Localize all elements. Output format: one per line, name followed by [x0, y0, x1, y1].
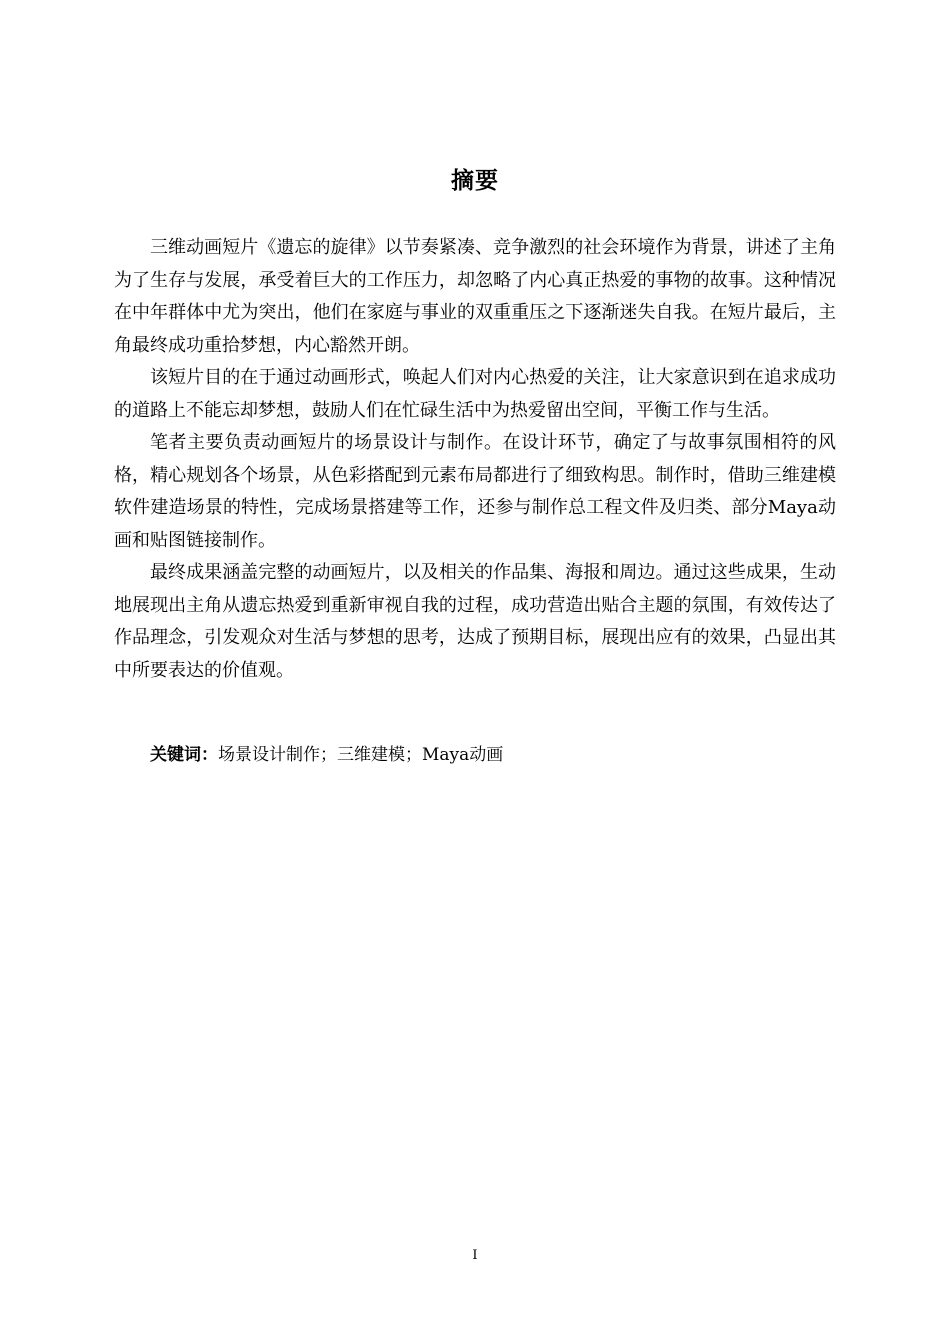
- keywords-line: [150, 740, 503, 770]
- abstract-paragraph-4: 最终成果涵盖完整的动画短片，以及相关的作品集、海报和周边。通过这些成果，生动地展现出主角从遗忘热爱到重新审视自我的过程，成功营造出贴合主题的氛围，有效传达了作品理念，引发观众对生活与梦想的思考，达成了预期目标，展现出应有的效果，凸显出其中所要表达的价值观。: [114, 562, 836, 681]
- abstract-body: [114, 232, 836, 687]
- abstract-paragraph-1: 三维动画短片《遗忘的旋律》以节奏紧凑、竞争激烈的社会环境作为背景，讲述了主角为了生存与发展，承受着巨大的工作压力，却忽略了内心真正热爱的事物的故事。这种情况在中年群体中尤为突出，他们在家庭与事业的双重重压之下逐渐迷失自我。在短片最后，主角最终成功重拾梦想，内心豁然开朗。: [114, 237, 836, 356]
- keywords-value: 场景设计制作；三维建模；Maya动画: [218, 745, 504, 765]
- page-number: I: [472, 1248, 478, 1263]
- abstract-title: 摘要: [451, 168, 499, 194]
- abstract-paragraph-2: 该短片目的在于通过动画形式，唤起人们对内心热爱的关注，让大家意识到在追求成功的道路上不能忘却梦想，鼓励人们在忙碌生活中为热爱留出空间，平衡工作与生活。: [114, 367, 836, 421]
- keywords-label: 关键词：: [150, 745, 218, 765]
- abstract-paragraph-3: 笔者主要负责动画短片的场景设计与制作。在设计环节，确定了与故事氛围相符的风格，精心规划各个场景，从色彩搭配到元素布局都进行了细致构思。制作时，借助三维建模软件建造场景的特性，完成场景搭建等工作，还参与制作总工程文件及归类、部分Maya动画和贴图链接制作。: [114, 432, 836, 551]
